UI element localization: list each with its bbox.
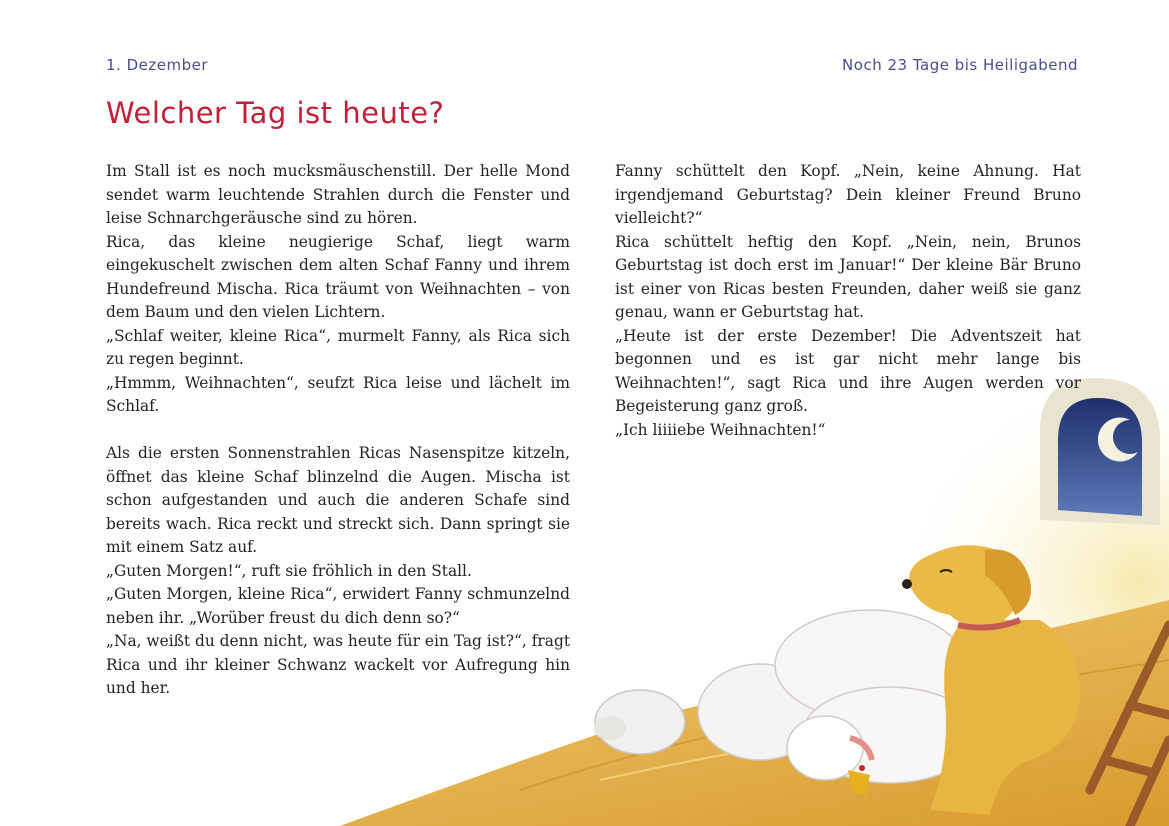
paragraph: „Schlaf weiter, kleine Rica“, murmelt Fanny, als Rica sich zu regen beginnt. [106,326,570,368]
text-column-left [106,160,570,701]
paragraph: Rica, das kleine neugierige Schaf, liegt warm eingekuschelt zwischen dem alten Schaf Fanny und ihrem Hundefreund Mischa. Rica träumt von Weihnachten – von dem Baum und den vielen Lichtern. [106,232,570,321]
running-head-countdown: Noch 23 Tage bis Heiligabend [842,56,1078,74]
paragraph: Fanny schüttelt den Kopf. „Nein, keine Ahnung. Hat irgendjemand Geburtstag? Dein kleiner Freund Bruno vielleicht?“ [615,162,1081,227]
paragraph: Im Stall ist es noch mucksmäuschenstill. Der helle Mond sendet warm leuchtende Strahlen durch die Fenster und leise Schnarchgeräusche sind zu hören. [106,162,570,227]
paragraph-spacer [106,419,570,443]
paragraph: Rica schüttelt heftig den Kopf. „Nein, nein, Brunos Geburtstag ist doch erst im Januar!“ Der kleine Bär Bruno ist einer von Ricas besten Freunden, daher weiß sie ganz genau, wann er Geburtstag hat. [615,232,1081,321]
paragraph: „Hmmm, Weihnachten“, seufzt Rica leise und lächelt im Schlaf. [106,373,570,415]
paragraph: „Ich liiiiebe Weihnachten!“ [615,420,826,439]
running-head-date: 1. Dezember [106,56,208,74]
paragraph: „Guten Morgen, kleine Rica“, erwidert Fanny schmunzelnd neben ihr. „Worüber freust du dich denn so?“ [106,585,570,627]
text-column-right [615,160,1081,442]
paragraph: „Heute ist der erste Dezember! Die Adventszeit hat begonnen und es ist gar nicht mehr lange bis Weihnachten!“, sagt Rica und ihre Augen werden vor Begeisterung ganz groß. [615,326,1081,415]
paragraph: „Guten Morgen!“, ruft sie fröhlich in den Stall. [106,561,472,580]
paragraph: „Na, weißt du denn nicht, was heute für ein Tag ist?“, fragt Rica und ihr kleiner Schwanz wackelt vor Aufregung hin und her. [106,632,570,697]
story-title: Welcher Tag ist heute? [106,96,445,130]
paragraph: Als die ersten Sonnenstrahlen Ricas Nasenspitze kitzeln, öffnet das kleine Schaf blinzelnd die Augen. Mischa ist schon aufgestanden und auch die anderen Schafe sind bereits wach. Rica reckt und streckt sich. Dann springt sie mit einem Satz auf. [106,444,570,556]
